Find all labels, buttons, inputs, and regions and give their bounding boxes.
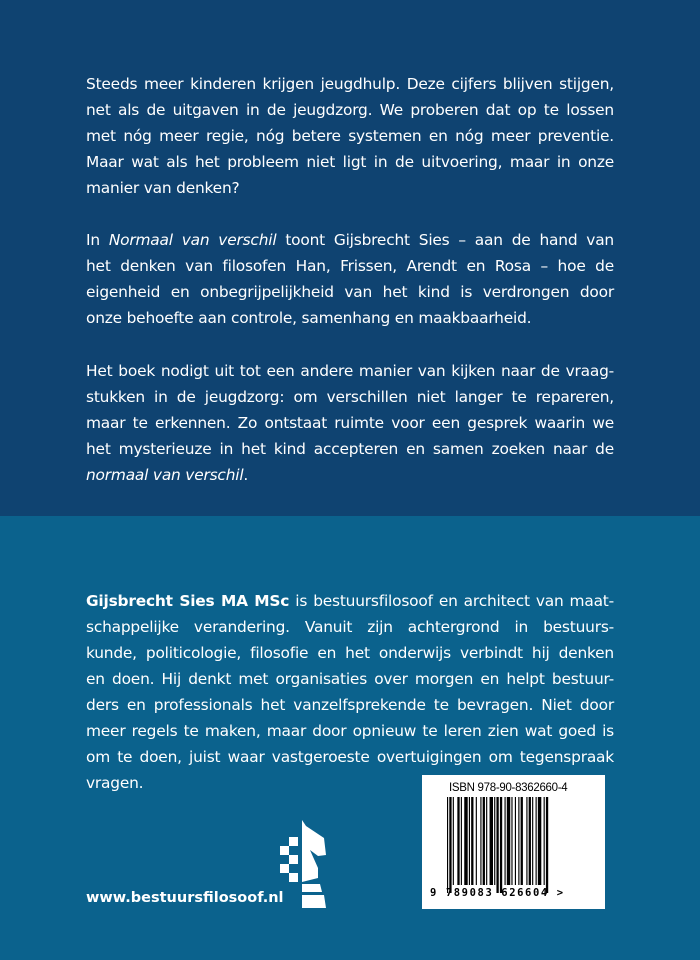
text-line: Het boek nodigt uit tot een andere manier van kijken naar de vraag- bbox=[86, 362, 614, 380]
barcode-bar bbox=[538, 797, 541, 885]
barcode-bar bbox=[500, 797, 502, 893]
barcode-bar bbox=[486, 797, 487, 885]
text-line: stukken in de jeugdzorg: om verschillen niet langer te repareren, bbox=[86, 388, 614, 406]
barcode-bar bbox=[507, 797, 510, 885]
blurb-paragraph-3 bbox=[86, 358, 614, 488]
barcode-bar bbox=[544, 797, 545, 885]
barcode-bar bbox=[546, 797, 548, 893]
text: . bbox=[243, 466, 249, 484]
author-bio bbox=[86, 588, 614, 796]
text-line: Maar wat als het probleem niet ligt in de uitvoering, maar in onze bbox=[86, 153, 614, 171]
barcode-digits: 9 789083 626604 > bbox=[430, 887, 565, 899]
barcode-bar bbox=[511, 797, 512, 885]
barcode-bar bbox=[461, 797, 462, 885]
author-name: Gijsbrecht Sies MA MSc bbox=[86, 592, 290, 610]
text-line: en doen. Hij denkt met organisaties over morgen en helpt bestuur- bbox=[86, 670, 614, 688]
barcode-bar bbox=[494, 797, 495, 885]
book-title: normaal van verschil bbox=[86, 466, 244, 484]
text-line: met nóg meer regie, nóg betere systemen en nóg meer preventie. bbox=[86, 127, 614, 145]
text-line bbox=[86, 462, 614, 488]
text: is bestuursfilosoof en architect van maat- bbox=[289, 592, 614, 610]
barcode-bar bbox=[457, 797, 459, 885]
barcode-bar bbox=[490, 797, 493, 885]
text-line: ders en professionals het vanzelfsprekende te bevragen. Niet door bbox=[86, 696, 614, 714]
barcode-bar bbox=[505, 797, 506, 885]
text: toont Gijsbrecht Sies – aan de hand van bbox=[276, 231, 614, 249]
blurb-paragraph-2 bbox=[86, 227, 614, 331]
text-line: het mysterieuze in het kind accepteren en samen zoeken naar de bbox=[86, 440, 614, 458]
barcode-bar bbox=[518, 797, 519, 885]
isbn-label: ISBN 978-90-8362660-4 bbox=[449, 782, 568, 794]
barcode-bar bbox=[453, 797, 454, 885]
barcode-bar bbox=[529, 797, 531, 885]
barcode-bar bbox=[464, 797, 467, 885]
text-line: het denken van filosofen Han, Frissen, Arendt en Rosa – hoe de bbox=[86, 257, 614, 275]
text-line: eigenheid en onbegrijpelijkheid van het kind is verdrongen door bbox=[86, 283, 614, 301]
text-line: om te doen, juist waar vastgeroeste overtuigingen om tegenspraak bbox=[86, 748, 614, 766]
barcode-bar bbox=[449, 797, 451, 893]
chess-knight-logo-icon bbox=[278, 818, 338, 910]
barcode-bar bbox=[480, 797, 481, 885]
text-line: onze behoefte aan controle, samenhang en maakbaarheid. bbox=[86, 309, 532, 327]
text-line bbox=[86, 227, 614, 253]
text-line: maar te erkennen. Zo ontstaat ruimte voor een gesprek waarin we bbox=[86, 414, 614, 432]
barcode-bar bbox=[536, 797, 537, 885]
barcode-bar bbox=[515, 797, 516, 885]
isbn-barcode bbox=[422, 775, 605, 909]
text-line: meer regels te maken, maar door opnieuw te leren zien wat goed is bbox=[86, 722, 614, 740]
text-line: net als de uitgaven in de jeugdzorg. We proberen dat op te lossen bbox=[86, 101, 614, 119]
barcode-bar bbox=[476, 797, 477, 885]
text: In bbox=[86, 231, 109, 249]
text-line: Steeds meer kinderen krijgen jeugdhulp. Deze cijfers blijven stijgen, bbox=[86, 75, 614, 93]
barcode-bar bbox=[447, 797, 448, 893]
barcode-bar bbox=[496, 797, 498, 893]
text-line: vragen. bbox=[86, 774, 144, 792]
barcode-bars bbox=[447, 797, 585, 897]
text-line: schappelijke verandering. Vanuit zijn achtergrond in bestuurs- bbox=[86, 618, 614, 636]
barcode-bar bbox=[469, 797, 470, 885]
barcode-bar bbox=[471, 797, 473, 885]
text-line: manier van denken? bbox=[86, 179, 240, 197]
text-line bbox=[86, 588, 614, 614]
blurb-paragraph-1 bbox=[86, 71, 614, 201]
barcode-bar bbox=[532, 797, 533, 885]
barcode-bar bbox=[521, 797, 523, 885]
text-line: kunde, politicologie, filosofie en het onderwijs verbindt hij denken bbox=[86, 644, 614, 662]
book-title: Normaal van verschil bbox=[108, 231, 277, 249]
website-link[interactable]: www.bestuursfilosoof.nl bbox=[86, 890, 284, 906]
barcode-bar bbox=[526, 797, 527, 885]
barcode-bar bbox=[483, 797, 485, 885]
